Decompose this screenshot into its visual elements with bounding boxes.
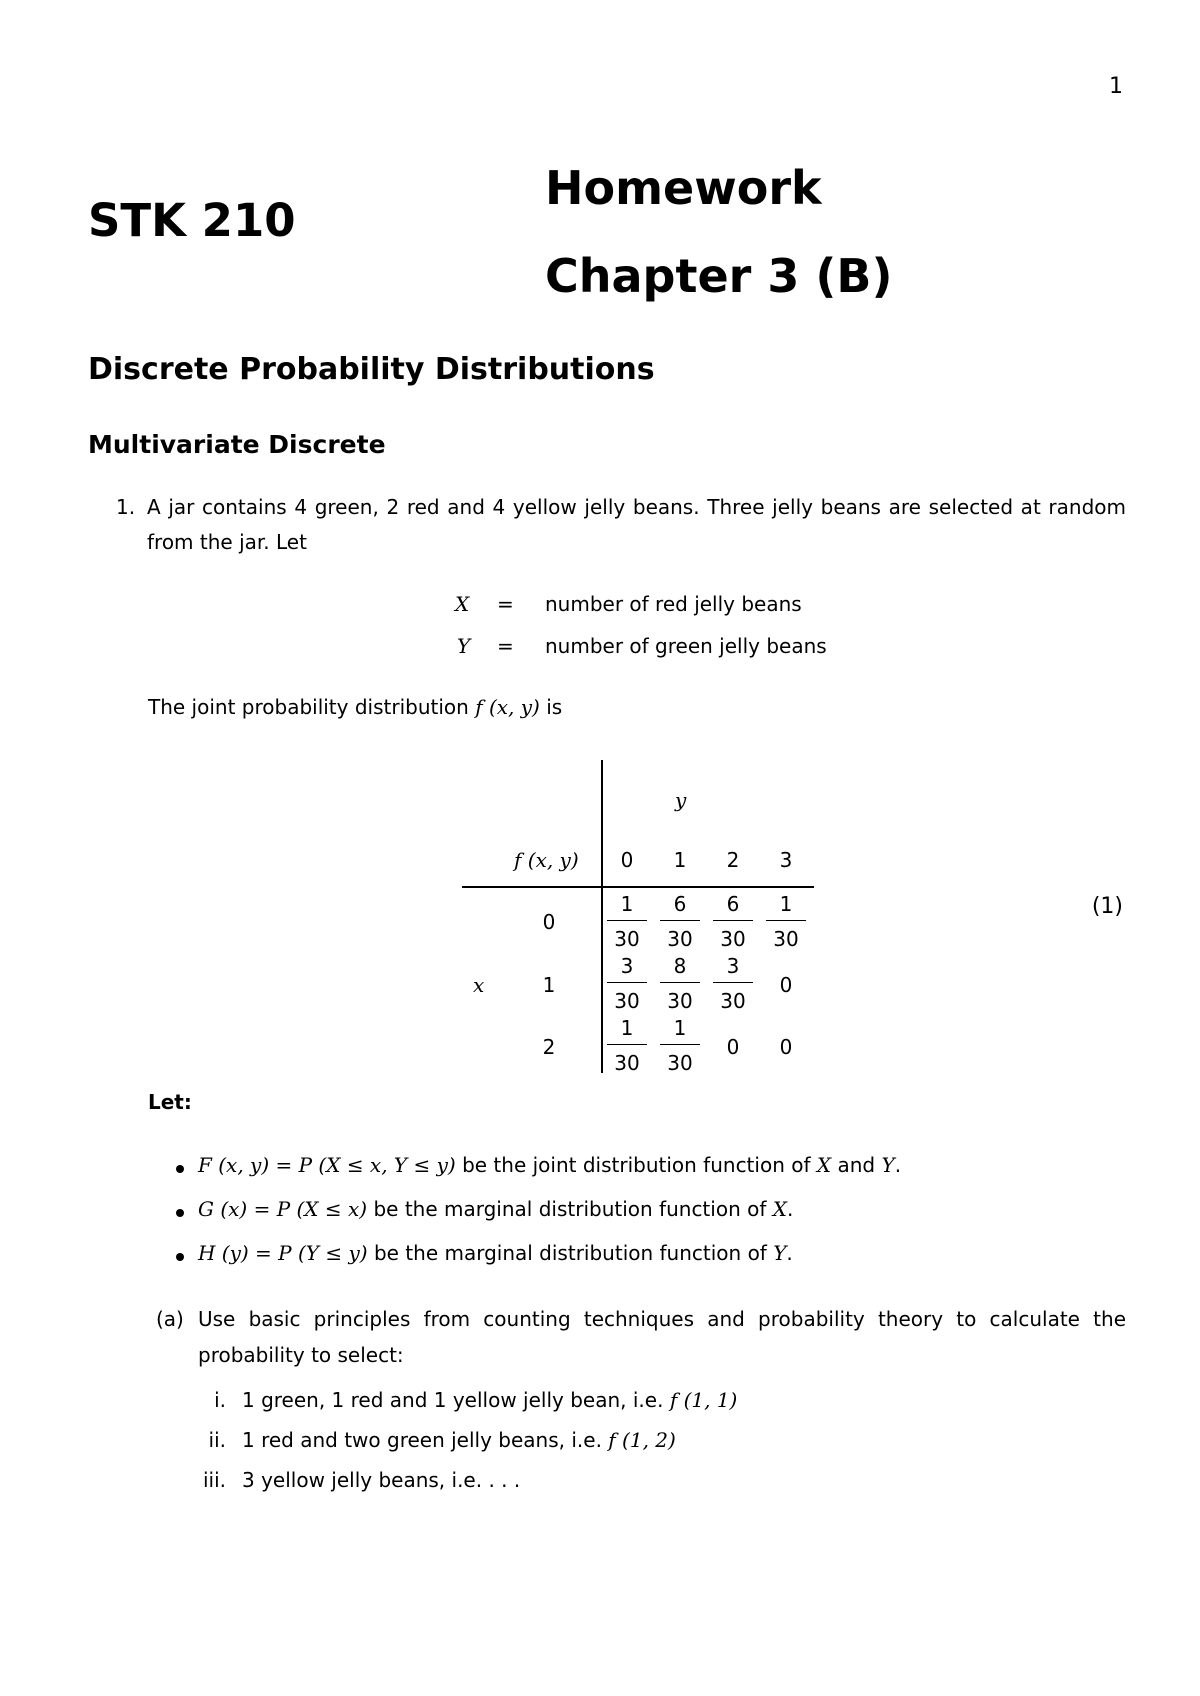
definition-y-eq: = [497,634,514,658]
table-cell: 0 [779,973,793,997]
column-header: 1 [673,848,687,872]
table-cell: $\frac{8}{30}$ [660,954,700,1013]
sub-item: iii. 3 yellow jelly beans, i.e. . . . [202,1468,521,1492]
let-label: Let: [148,1090,192,1114]
doc-title-line2: Chapter 3 (B) [545,249,893,303]
question-text: A jar contains 4 green, 2 red and 4 yellow jelly beans. Three jelly beans are selected at random from the jar. Let [147,495,1126,554]
question-number: 1. [116,495,136,519]
bullet-dot [176,1253,184,1261]
part-a [156,1301,1126,1373]
table-cell: 0 [779,1035,793,1059]
section-title: Discrete Probability Distributions [88,352,655,387]
table-cell: $\frac{1}{30}$ [766,892,806,951]
bullet-item: F (x, y) = P (X ≤ x, Y ≤ y) be the joint distribution function of X and Y. [176,1153,901,1177]
column-header: 2 [726,848,740,872]
column-header: 3 [779,848,793,872]
table-cell: $\frac{3}{30}$ [713,954,753,1013]
table-cell: $\frac{6}{30}$ [660,892,700,951]
column-variable-label: y [675,788,687,812]
equation-number: (1) [1091,894,1123,919]
page-number: 1 [1109,74,1123,99]
sub-item: ii. 1 red and two green jelly beans, i.e. f (1, 2) [208,1428,676,1452]
bullet-item: H (y) = P (Y ≤ y) be the marginal distribution function of Y. [176,1241,793,1265]
doc-title-line1: Homework [545,161,822,215]
joint-intro: The joint probability distribution f (x, y) is [148,695,563,719]
table-horizontal-rule [462,886,814,888]
definition-y-desc: number of green jelly beans [545,634,827,658]
subsection-title: Multivariate Discrete [88,430,386,459]
table-cell: $\frac{1}{30}$ [660,1016,700,1075]
question-1 [116,490,1126,560]
definition-x-eq: = [497,592,514,616]
definition-x-var: X [455,592,470,616]
part-a-label: (a) [156,1307,184,1331]
table-cell: 0 [726,1035,740,1059]
table-vertical-rule [601,760,603,1073]
bullet-item: G (x) = P (X ≤ x) be the marginal distribution function of X. [176,1197,793,1221]
corner-label: f (x, y) [514,848,579,872]
column-header: 0 [620,848,634,872]
bullet-dot [176,1165,184,1173]
course-code: STK 210 [88,194,296,247]
row-header: 0 [542,910,556,934]
table-cell: $\frac{1}{30}$ [607,1016,647,1075]
table-cell: $\frac{3}{30}$ [607,954,647,1013]
part-a-text: Use basic principles from counting techniques and probability theory to calculate the probability to select: [198,1307,1126,1367]
row-header: 1 [542,973,556,997]
bullet-dot [176,1209,184,1217]
table-cell: $\frac{6}{30}$ [713,892,753,951]
definition-y-var: Y [457,634,471,658]
table-cell: $\frac{1}{30}$ [607,892,647,951]
sub-item: i. 1 green, 1 red and 1 yellow jelly bean, i.e. f (1, 1) [214,1388,738,1412]
row-header: 2 [542,1035,556,1059]
definition-x-desc: number of red jelly beans [545,592,802,616]
row-variable-label: x [473,973,485,997]
